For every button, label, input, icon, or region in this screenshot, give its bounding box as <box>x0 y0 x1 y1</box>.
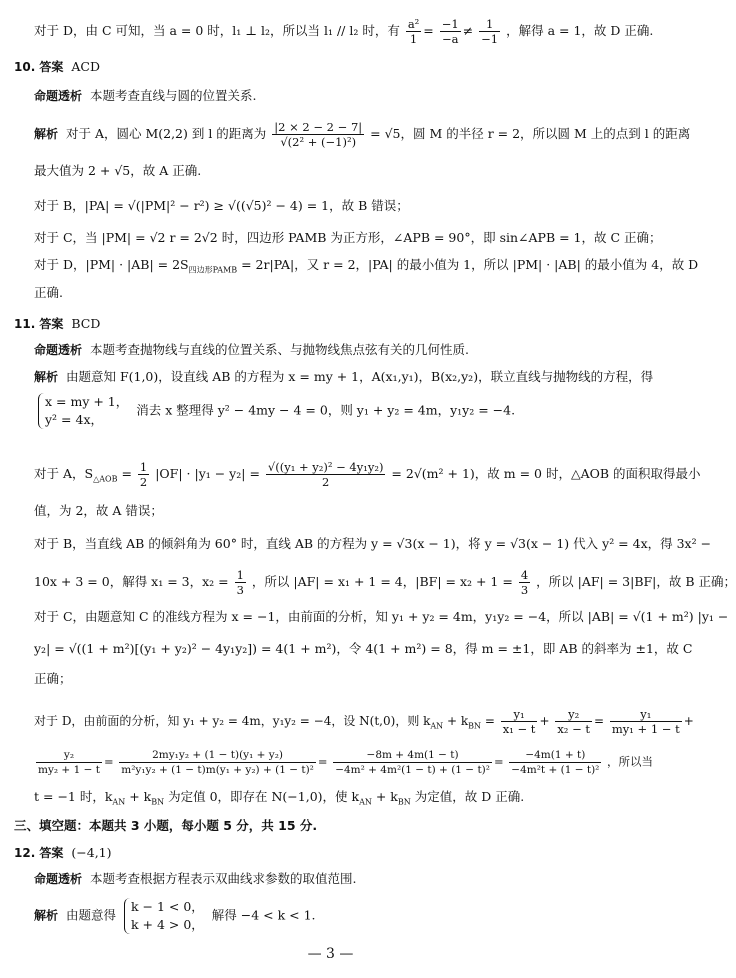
analysis-intro: 命题透析 本题考查根据方程表示双曲线求参数的取值范围. <box>34 871 357 886</box>
section-heading: 三、填空题：本题共 3 小题，每小题 5 分，共 15 分. <box>14 818 318 833</box>
text-line: 解析 由题意知 F(1,0)，设直线 AB 的方程为 x = my + 1，A(x₁,y₁)，B(x₂,y₂)，联立直线与抛物线的方程，得 <box>34 369 654 384</box>
text-line: 对于 B，当直线 AB 的倾斜角为 60° 时，直线 AB 的方程为 y = √3(x − 1)，将 y = √3(x − 1) 代入 y² = 4x，得 3x² − <box>34 536 712 551</box>
fraction: $\frac{|2 \times 2 - 2 - 7|}{\text{√(2² + (−1)²)}}$ <box>274 120 363 149</box>
fraction: $\frac{\text{y₂}}{\text{my₂ + 1 − t}}$ <box>38 749 100 776</box>
fraction: $\frac{\text{y₁}}{\text{x₁ − t}}$ <box>502 707 536 736</box>
fraction: $\frac{1}{-1}$ <box>481 17 499 46</box>
text-line: 对于 C，当 |PM| = √2 r = 2√2 时，四边形 PAMB 为正方形，∠APB = 90°，即 sin∠APB = 1，故 C 正确； <box>34 230 662 245</box>
text-line: 对于 D，由前面的分析，知 y₁ + y₂ = 4m，y₁y₂ = −4，设 N(t,0)，则 $k_{AN} + k_{BN}$ = $\frac{\text{y₁}}{\text{x₁ − t}}$ + $\frac{\text{y₂}}{\text{x₂ − t}}$ = $\frac{\text{y₁}}{\text{my₁ + 1 − t}}$ + <box>34 707 694 736</box>
text-line: 最大值为 2 + √5，故 A 正确. <box>34 163 202 178</box>
text-line: t = −1 时，$k_{AN} + k_{BN}$ 为定值 0，即存在 N(−1,0)，使 $k_{AN} + k_{BN}$ 为定值，故 D 正确. <box>34 789 525 807</box>
fraction: $\frac{1}{3}$ <box>236 568 244 597</box>
fraction: $\frac{\text{√((y₁ + y₂)² − 4y₁y₂)}}{2}$ <box>267 460 384 489</box>
text-line: 解析 对于 A，圆心 M(2,2) 到 l 的距离为 $\frac{|2 \times 2 - 2 - 7|}{\text{√(2² + (−1)²)}}$ = √5，圆 M 的半径 r = 2，所以圆 M 上的点到 l 的距离 <box>34 120 691 149</box>
fraction: $\frac{\text{y₁}}{\text{my₁ + 1 − t}}$ <box>611 707 680 736</box>
equation-system: x = my + 1， y² = 4x， 消去 x 整理得 y² − 4my − 4 = 0，则 y₁ + y₂ = 4m，y₁y₂ = −4. <box>34 393 635 429</box>
answer-heading: 10. 答案 ACD <box>14 59 101 74</box>
fraction: $\frac{-8m + 4m(1 - t)}{\text{−4m² + 4m²(1 − t) + (1 − t)²}}$ <box>335 749 490 776</box>
text-line: 对于 A，$S_{\triangle AOB}$ = $\frac{1}{2}$ |OF| · |y₁ − y₂| = $\frac{\text{√((y₁ + y₂)² − 4y₁y₂)}}{2}$ = 2√(m² + 1)，故 m = 0 时，△AOB 的面积取得最小 <box>34 460 701 489</box>
text-line: 对于 D，由 C 可知，当 a = 0 时，l₁ ⊥ l₂，所以当 l₁ // l₂ 时，有 $\frac{\text{a²}}{1}$ = $\frac{-1}{-a}$ ≠ $\frac{1}{-1}$ ，解得 a = 1，故 D 正确. <box>34 17 654 46</box>
answer-heading: 12. 答案 (−4,1) <box>14 845 112 860</box>
fraction: $\frac{\text{a²}}{1}$ <box>407 17 420 46</box>
fraction: $\frac{-4m(1 + t)}{\text{−4m²t + (1 − t)²}}$ <box>511 749 600 776</box>
page-number: — 3 — <box>307 946 354 962</box>
equation-system: k − 1 < 0， k + 4 > 0， <box>124 898 204 934</box>
fraction: $\frac{1}{2}$ <box>139 460 148 489</box>
text-line: 对于 C，由题意知 C 的准线方程为 x = −1，由前面的分析，知 y₁ + y₂ = 4m，y₁y₂ = −4，所以 |AB| = √(1 + m²) |y₁ − <box>34 609 729 624</box>
fraction: $\frac{-1}{-a}$ <box>441 17 459 46</box>
analysis-intro: 命题透析 本题考查抛物线与直线的位置关系、与抛物线焦点弦有关的几何性质. <box>34 342 469 357</box>
fraction: $\frac{\text{2my₁y₂ + (1 − t)(y₁ + y₂)}}{\text{m²y₁y₂ + (1 − t)m(y₁ + y₂) + (1 − t)²}}$ <box>121 749 314 776</box>
analysis-intro: 命题透析 本题考查直线与圆的位置关系. <box>34 88 257 103</box>
text-line: $\frac{\text{y₂}}{\text{my₂ + 1 − t}}$ = $\frac{\text{2my₁y₂ + (1 − t)(y₁ + y₂)}}{\text{m²y₁y₂ + (1 − t)m(y₁ + y₂) + (1 − t)²}}$ = $\frac{-8m + 4m(1 - t)}{\text{−4m² + 4m²(1 − t) + (1 − t)²}}$ = $\frac{-4m(1 + t)}{\text{−4m²t + (1 − t)²}}$ ，所以当 <box>38 749 654 776</box>
fraction: $\frac{4}{3}$ <box>520 568 529 597</box>
text-line: 解析 由题意得 k − 1 < 0， k + 4 > 0， 解得 −4 < k < 1. <box>34 899 316 932</box>
text-line: 10x + 3 = 0，解得 x₁ = 3，x₂ = $\frac{1}{3}$ ，所以 |AF| = x₁ + 1 = 4，|BF| = x₂ + 1 = $\frac{4}{3}$ ，所以 |AF| = 3|BF|，故 B 正确； <box>34 568 736 597</box>
fraction: $\frac{\text{y₂}}{\text{x₂ − t}}$ <box>557 707 590 736</box>
text-line: y₂| = √((1 + m²)[(y₁ + y₂)² − 4y₁y₂]) = 4(1 + m²)，令 4(1 + m²) = 8，得 m = ±1，即 AB 的斜率为 ±1，故 C <box>34 641 693 656</box>
text-line: 对于 B，|PA| = √(|PM|² − r²) ≥ √((√5)² − 4) = 1，故 B 错误； <box>34 198 409 213</box>
text-line: 值，为 2，故 A 错误； <box>34 503 163 518</box>
text-line: 正确. <box>34 285 63 300</box>
text-line: 对于 D，$|PM| \cdot |AB| = 2S_{四边形PAMB} = 2r|PA|$，又 r = 2，|PA| 的最小值为 1，所以 |PM| · |AB| 的最小值为 4，故 D <box>34 257 699 275</box>
text-line: 正确； <box>34 671 72 686</box>
answer-heading: 11. 答案 BCD <box>14 316 101 331</box>
